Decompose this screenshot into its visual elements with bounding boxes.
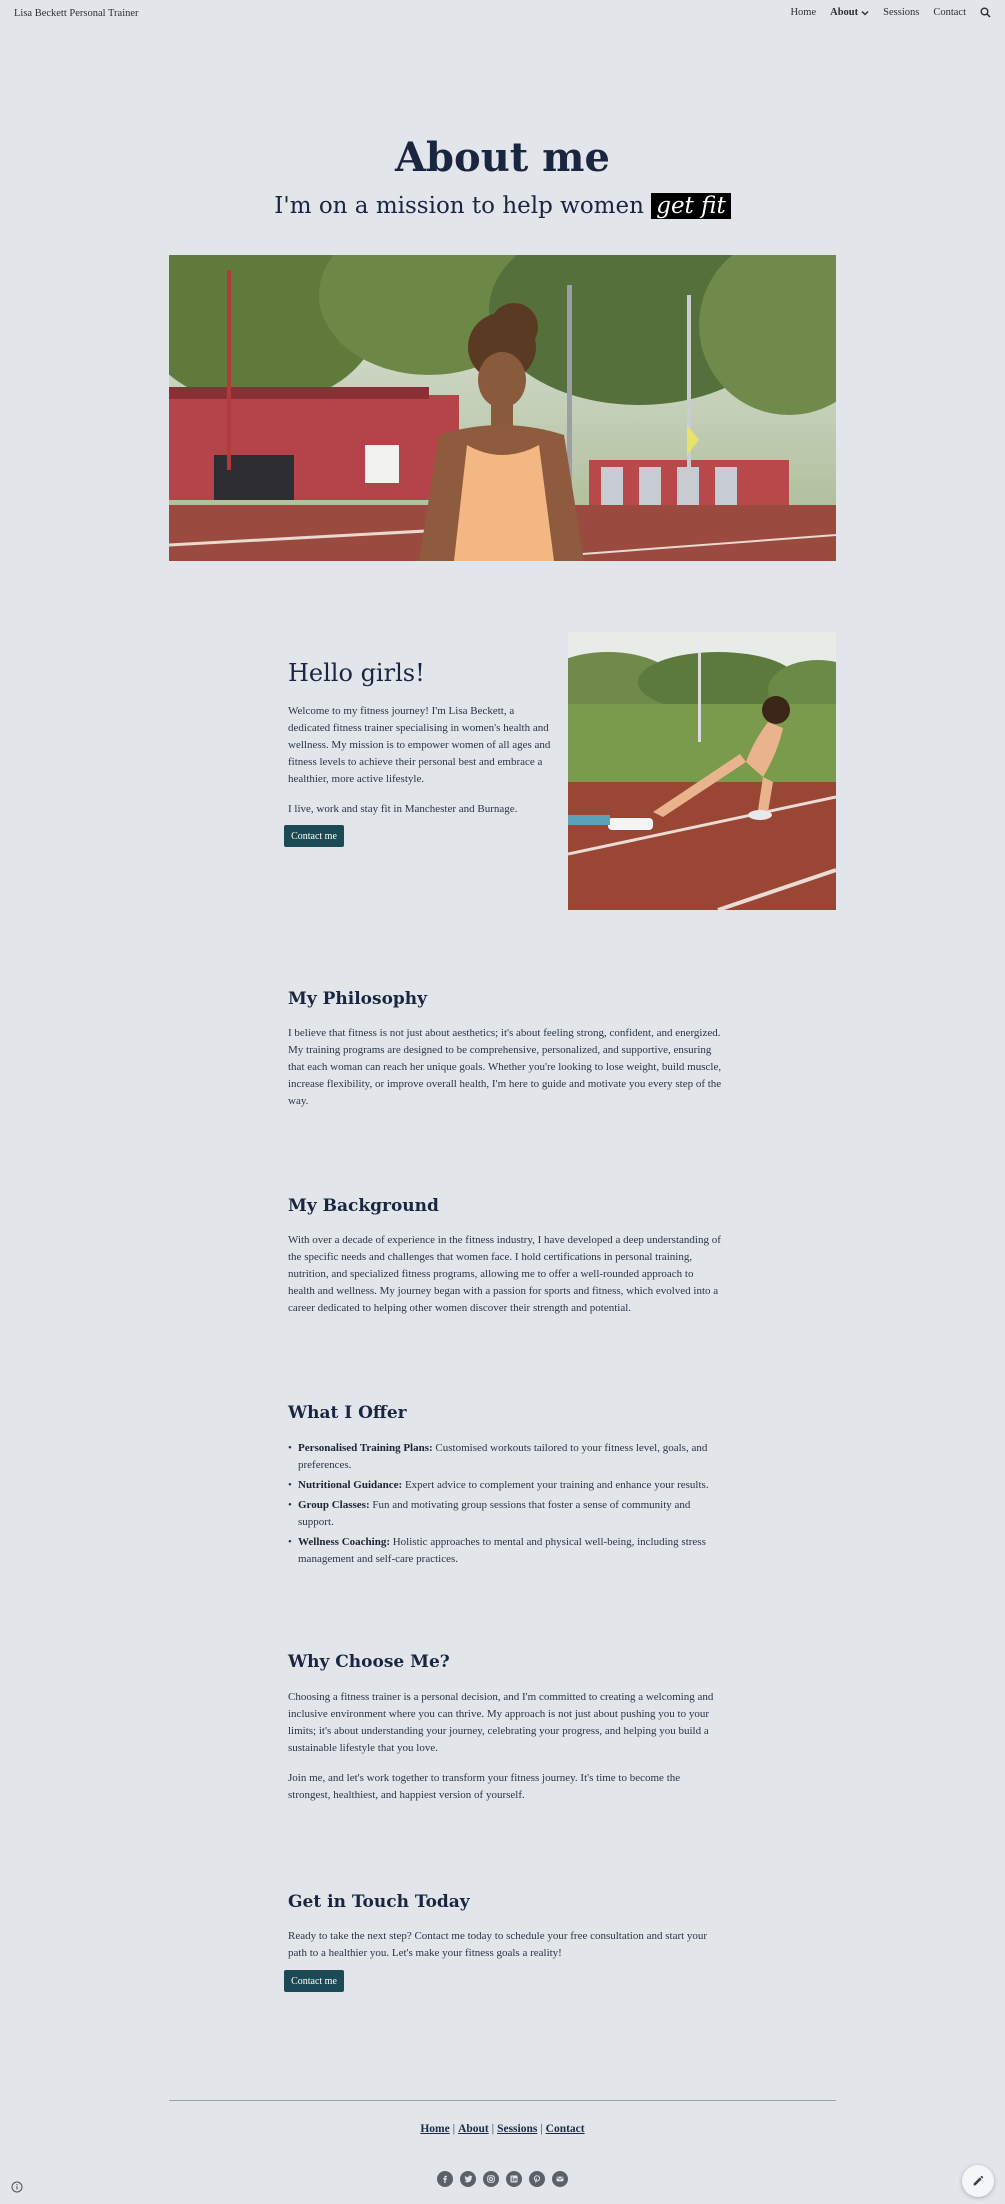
nav-about[interactable]	[830, 7, 869, 18]
offer-list	[288, 1440, 718, 1571]
hero-highlight: get fit	[651, 193, 730, 219]
offer-item	[288, 1497, 718, 1531]
philosophy-line: I believe that fitness is not just about aesthetics; it's about feeling strong, confident, and energized.	[288, 1027, 721, 1039]
hero-image	[169, 255, 836, 561]
hero-subtitle	[0, 193, 1005, 219]
offer-item-title: Personalised Training Plans:	[298, 1442, 433, 1454]
philosophy-text	[288, 1025, 728, 1110]
why-heading: Why Choose Me?	[288, 1652, 450, 1672]
offer-item-title: Wellness Coaching:	[298, 1536, 390, 1548]
offer-item	[288, 1477, 718, 1494]
footer-links	[0, 2123, 1005, 2135]
why-line: limits; it's about understanding your journey, celebrating your progress, and helping you build a	[288, 1725, 709, 1737]
offer-item	[288, 1534, 718, 1568]
nav-sessions[interactable]: Sessions	[883, 7, 920, 18]
hello-location: I live, work and stay fit in Manchester and Burnage.	[288, 803, 518, 815]
pencil-icon	[972, 2175, 984, 2187]
offer-item	[288, 1440, 718, 1474]
hello-intro-line: fitness levels to achieve their personal best and embrace a	[288, 756, 543, 768]
philosophy-line: that each woman can reach her unique goals. Whether you're looking to lose weight, build muscle,	[288, 1061, 722, 1073]
why-text-2	[288, 1770, 728, 1804]
philosophy-line: My training programs are designed to be comprehensive, personalized, and supportive, ensuring	[288, 1044, 712, 1056]
twitter-icon[interactable]	[460, 2171, 476, 2187]
instagram-icon[interactable]	[483, 2171, 499, 2187]
offer-item-text: Fun and motivating group sessions that foster a sense of community and support.	[298, 1499, 691, 1528]
edit-button[interactable]	[962, 2165, 994, 2197]
background-line: career dedicated to helping other women discover their strength and potential.	[288, 1302, 632, 1314]
hello-intro-line: wellness. My mission is to empower women of all ages and	[288, 739, 551, 751]
hello-intro	[288, 703, 558, 788]
footer-divider	[169, 2100, 836, 2101]
philosophy-line: way.	[288, 1095, 309, 1107]
email-icon[interactable]	[552, 2171, 568, 2187]
why-line: sustainable lifestyle that you love.	[288, 1742, 438, 1754]
contact-button[interactable]: Contact me	[284, 825, 344, 847]
nav-about-label: About	[830, 7, 859, 18]
background-line: health and wellness. My journey began with a passion for sports and fitness, which evolved into a	[288, 1285, 719, 1297]
footer-link-sessions[interactable]: Sessions	[497, 2123, 538, 2135]
philosophy-heading: My Philosophy	[288, 989, 428, 1009]
background-line: With over a decade of experience in the fitness industry, I have developed a deep understanding of	[288, 1234, 721, 1246]
why-line: strongest, healthiest, and happiest version of yourself.	[288, 1789, 525, 1801]
pinterest-icon[interactable]	[529, 2171, 545, 2187]
touch-text	[288, 1928, 728, 1962]
offer-item-text: Customised workouts tailored to your fitness level, goals, and preferences.	[298, 1442, 708, 1471]
offer-item-title: Nutritional Guidance:	[298, 1479, 403, 1491]
background-heading: My Background	[288, 1196, 439, 1216]
search-icon[interactable]	[980, 7, 991, 18]
stretching-image	[568, 632, 836, 910]
hero-subtitle-text: I'm on a mission to help women	[274, 193, 644, 219]
why-text	[288, 1689, 728, 1757]
offer-item-title: Group Classes:	[298, 1499, 370, 1511]
hello-heading: Hello girls!	[288, 659, 425, 687]
touch-line: Ready to take the next step? Contact me today to schedule your free consultation and start your	[288, 1930, 708, 1942]
main-nav	[790, 7, 991, 18]
site-title[interactable]: Lisa Beckett Personal Trainer	[14, 8, 139, 19]
why-line: inclusive environment where you can thrive. My approach is not just about pushing you to your	[288, 1708, 709, 1720]
page-title: About me	[395, 134, 610, 181]
hello-intro-line: healthier, more active lifestyle.	[288, 773, 425, 785]
background-line: the specific needs and challenges that women face. I hold certifications in personal training,	[288, 1251, 693, 1263]
offer-item-text: Expert advice to complement your training and enhance your results.	[404, 1479, 709, 1491]
background-text	[288, 1232, 728, 1317]
footer-separator: |	[540, 2123, 543, 2135]
chevron-down-icon	[861, 9, 869, 17]
contact-button-bottom[interactable]: Contact me	[284, 1970, 344, 1992]
why-line: Choosing a fitness trainer is a personal decision, and I'm committed to creating a welcoming and	[288, 1691, 714, 1703]
offer-heading: What I Offer	[288, 1403, 407, 1423]
facebook-icon[interactable]	[437, 2171, 453, 2187]
hello-intro-line: Welcome to my fitness journey! I'm Lisa Beckett, a	[288, 705, 515, 717]
footer-link-about[interactable]: About	[458, 2123, 489, 2135]
info-icon[interactable]	[11, 2181, 23, 2193]
footer-link-home[interactable]: Home	[420, 2123, 450, 2135]
header	[0, 0, 1005, 28]
social-links	[0, 2171, 1005, 2187]
nav-home[interactable]: Home	[790, 7, 817, 18]
footer-separator: |	[452, 2123, 456, 2135]
nav-contact[interactable]: Contact	[933, 7, 966, 18]
offer-item-text: Holistic approaches to mental and physical well-being, including stress management and self-care practices.	[298, 1536, 706, 1565]
philosophy-line: increase flexibility, or improve overall health, I'm here to guide and motivate you every step of the	[288, 1078, 722, 1090]
background-line: nutrition, and specialized fitness programs, allowing me to offer a well-rounded approach to	[288, 1268, 694, 1280]
touch-line: path to a healthier you. Let's make your fitness goals a reality!	[288, 1947, 562, 1959]
footer-separator: |	[491, 2123, 495, 2135]
hello-intro-line: dedicated fitness trainer specialising in women's health and	[288, 722, 549, 734]
touch-heading: Get in Touch Today	[288, 1892, 470, 1912]
footer-link-contact[interactable]: Contact	[545, 2123, 585, 2135]
linkedin-icon[interactable]	[506, 2171, 522, 2187]
why-line: Join me, and let's work together to transform your fitness journey. It's time to become the	[288, 1772, 681, 1784]
